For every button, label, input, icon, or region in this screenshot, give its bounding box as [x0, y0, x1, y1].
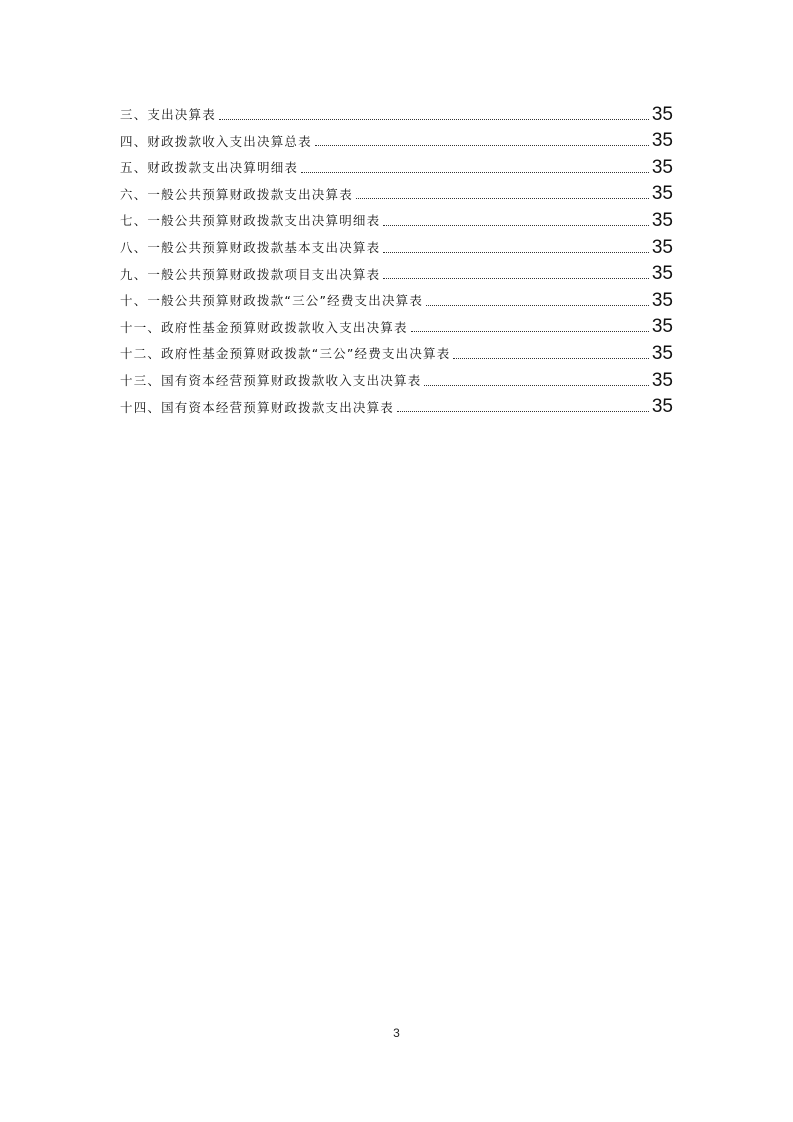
- toc-entry-page: 35: [651, 369, 673, 391]
- toc-entry[interactable]: [120, 98, 673, 125]
- toc-entry-page: 35: [651, 263, 673, 285]
- toc-dot-leader: [383, 225, 649, 226]
- toc-entry[interactable]: [120, 204, 673, 231]
- toc-entry-page: 35: [651, 183, 673, 205]
- toc-dot-leader: [315, 145, 649, 146]
- toc-entry-page: 35: [651, 316, 673, 338]
- toc-dot-leader: [383, 252, 649, 253]
- toc-entry-title: 四、财政拨款收入支出决算总表: [120, 133, 312, 149]
- toc-entry[interactable]: [120, 391, 673, 418]
- toc-entry-page: 35: [651, 130, 673, 152]
- toc-entry[interactable]: [120, 151, 673, 178]
- toc-entry-page: 35: [651, 236, 673, 258]
- toc-entry-title: 十三、国有资本经营预算财政拨款收入支出决算表: [120, 373, 422, 389]
- toc-entry[interactable]: [120, 364, 673, 391]
- toc-dot-leader: [411, 331, 649, 332]
- toc-dot-leader: [356, 198, 649, 199]
- toc-entry-page: 35: [651, 342, 673, 364]
- toc-entry[interactable]: [120, 337, 673, 364]
- toc-entry-page: 35: [651, 396, 673, 418]
- toc-dot-leader: [453, 358, 648, 359]
- toc-entry[interactable]: [120, 258, 673, 285]
- toc-entry-title: 七、一般公共预算财政拨款支出决算明细表: [120, 213, 381, 229]
- page-number: 3: [393, 1026, 400, 1040]
- toc-entry[interactable]: [120, 231, 673, 258]
- toc-dot-leader: [424, 385, 648, 386]
- toc-dot-leader: [397, 411, 649, 412]
- toc-entry-title: 六、一般公共预算财政拨款支出决算表: [120, 186, 353, 202]
- toc-entry-title: 五、财政拨款支出决算明细表: [120, 160, 299, 176]
- toc-entry[interactable]: [120, 311, 673, 338]
- toc-entry-title: 十、一般公共预算财政拨款“三公”经费支出决算表: [120, 293, 424, 309]
- toc-entry[interactable]: [120, 125, 673, 152]
- toc-dot-leader: [426, 305, 649, 306]
- toc-entry-title: 八、一般公共预算财政拨款基本支出决算表: [120, 240, 381, 256]
- toc-entry-page: 35: [651, 103, 673, 125]
- toc-entry-title: 十四、国有资本经营预算财政拨款支出决算表: [120, 399, 395, 415]
- toc-dot-leader: [219, 119, 649, 120]
- toc-entry-page: 35: [651, 156, 673, 178]
- toc-entry-page: 35: [651, 289, 673, 311]
- toc-dot-leader: [383, 278, 649, 279]
- toc-entry[interactable]: [120, 178, 673, 205]
- toc-entry[interactable]: [120, 284, 673, 311]
- table-of-contents: [120, 98, 673, 417]
- toc-dot-leader: [301, 172, 649, 173]
- toc-entry-title: 十二、政府性基金预算财政拨款“三公”经费支出决算表: [120, 346, 451, 362]
- toc-entry-title: 九、一般公共预算财政拨款项目支出决算表: [120, 266, 381, 282]
- toc-entry-page: 35: [651, 209, 673, 231]
- toc-entry-title: 三、支出决算表: [120, 107, 216, 123]
- toc-entry-title: 十一、政府性基金预算财政拨款收入支出决算表: [120, 319, 408, 335]
